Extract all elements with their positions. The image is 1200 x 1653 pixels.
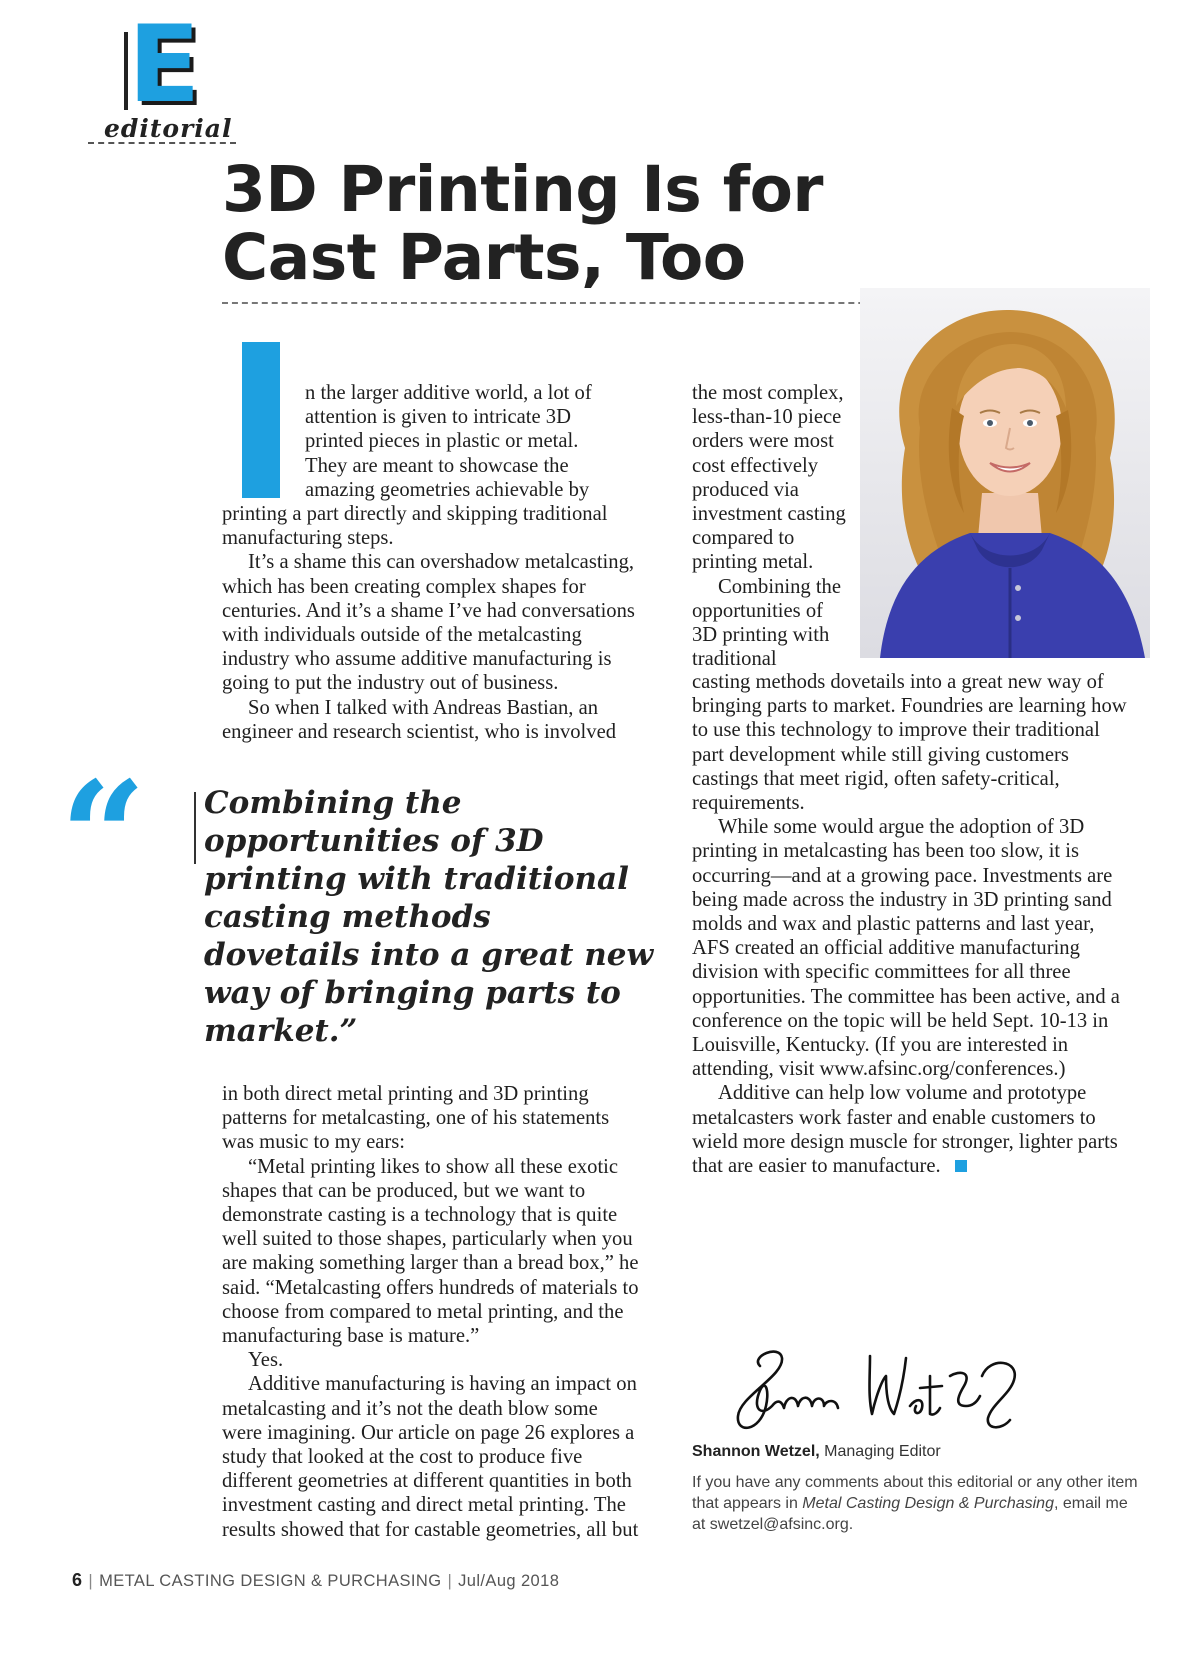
- footer-publication: METAL CASTING DESIGN & PURCHASING: [99, 1572, 442, 1590]
- handwritten-signature: [720, 1336, 1080, 1446]
- page-number: 6: [72, 1570, 83, 1590]
- contact-note: [692, 1472, 1142, 1535]
- author-photo: [860, 288, 1150, 658]
- drop-cap-line-4: They are meant to showcase the: [305, 454, 569, 477]
- column-1-bottom: [222, 1082, 642, 1542]
- paragraph: casting methods dovetails into a great new way of bringing parts to market. Foundries are learning how to use this technology to improve their traditional part development while still giving customers castings that meet rigid, often safety-critical, requirements.: [692, 671, 1127, 815]
- headline: [222, 153, 922, 294]
- author-name: Shannon Wetzel,: [692, 1443, 820, 1460]
- column-1-top: [222, 381, 642, 744]
- paragraph: [692, 1081, 1132, 1178]
- pull-quote: Combining the opportunities of 3D printing with traditional casting methods dovetails into a great new way of bringing parts to market.”: [204, 785, 654, 1049]
- section-label: editorial: [104, 114, 233, 143]
- paragraph: So when I talked with Andreas Bastian, an engineer and research scientist, who is involved: [222, 696, 617, 743]
- paragraph: printing a part directly and skipping traditional manufacturing steps.: [222, 503, 608, 550]
- page-footer: [72, 1570, 559, 1591]
- contact-note-suffix: , email me at swetzel@afsinc.org.: [692, 1495, 1128, 1533]
- footer-separator: |: [88, 1572, 94, 1590]
- quote-mark-icon: “: [60, 749, 147, 925]
- column-2-narrow: [692, 381, 852, 671]
- drop-cap-line-1: n the larger additive world, a lot of: [305, 382, 592, 404]
- drop-cap-line-2: attention is given to intricate 3D: [305, 406, 571, 429]
- headline-line-2: Cast Parts, Too: [222, 221, 746, 294]
- paragraph: Additive manufacturing is having an impact on metalcasting and it’s not the death blow some were imagining. Our article on page 26 explores a study that looked at the cost to produce five different geometries at different quantities in both investment casting and direct metal printing. The results showed that for castable geometries, all but: [222, 1373, 639, 1541]
- drop-cap-line-3: printed pieces in plastic or metal.: [305, 430, 579, 453]
- column-2-wide: [692, 670, 1132, 1178]
- end-mark-icon: [955, 1160, 967, 1172]
- paragraph: It’s a shame this can overshadow metalcasting, which has been creating complex shapes for centuries. And it’s a shame I’ve had conversations with individuals outside of the metalcasting industry who assume additive manufacturing is going to put the industry out of business.: [222, 551, 635, 695]
- signature-drawing: [720, 1336, 1080, 1446]
- author-title: Managing Editor: [824, 1443, 941, 1460]
- drop-cap-line-5: amazing geometries achievable by: [305, 478, 590, 501]
- paragraph: Combining the opportunities of 3D printing with traditional: [692, 575, 841, 671]
- section-letter: E: [128, 3, 201, 126]
- paragraph: the most complex, less-than-10 piece orders were most cost effectively produced via investment casting compared to printing metal.: [692, 382, 846, 574]
- footer-issue: Jul/Aug 2018: [458, 1572, 560, 1590]
- publication-name: Metal Casting Design & Purchasing: [802, 1495, 1054, 1512]
- paragraph: in both direct metal printing and 3D printing patterns for metalcasting, one of his statements was music to my ears:: [222, 1083, 610, 1154]
- paragraph: Yes.: [248, 1349, 284, 1372]
- pull-quote-bar: [194, 792, 196, 864]
- headline-divider: [222, 302, 914, 304]
- headline-line-1: 3D Printing Is for: [222, 153, 823, 226]
- paragraph: “Metal printing likes to show all these exotic shapes that can be produced, but we want to demonstrate casting is a technology that is quite well suited to those shapes, particularly when you are making something larger than a bread box,” he said. “Metalcasting offers hundreds of materials to choose from compared to metal printing, and the manufacturing base is mature.”: [222, 1155, 639, 1348]
- footer-separator: |: [447, 1572, 453, 1590]
- closing-text: Additive can help low volume and prototype metalcasters work faster and enable customers to wield more design muscle for stronger, lighter parts that are easier to manufacture.: [692, 1082, 1118, 1178]
- contact-note-prefix: If you have any comments about this editorial or any other item that appears in: [692, 1474, 1138, 1512]
- section-badge: [88, 3, 238, 150]
- paragraph: While some would argue the adoption of 3D printing in metalcasting has been too slow, it is occurring—and at a growing pace. Investments are being made across the industry in 3D printing sand molds and wax and plastic patterns and last year, AFS created an official additive manufacturing division with specific committees for all three opportunities. The committee has been active, and a conference on the topic will be held Sept. 10-13 in Louisville, Kentucky. (If you are interested in attending, visit www.afsinc.org/conferences.): [692, 816, 1120, 1081]
- author-portrait-image: [860, 288, 1150, 658]
- author-byline: [692, 1443, 941, 1461]
- section-rule: [88, 142, 236, 144]
